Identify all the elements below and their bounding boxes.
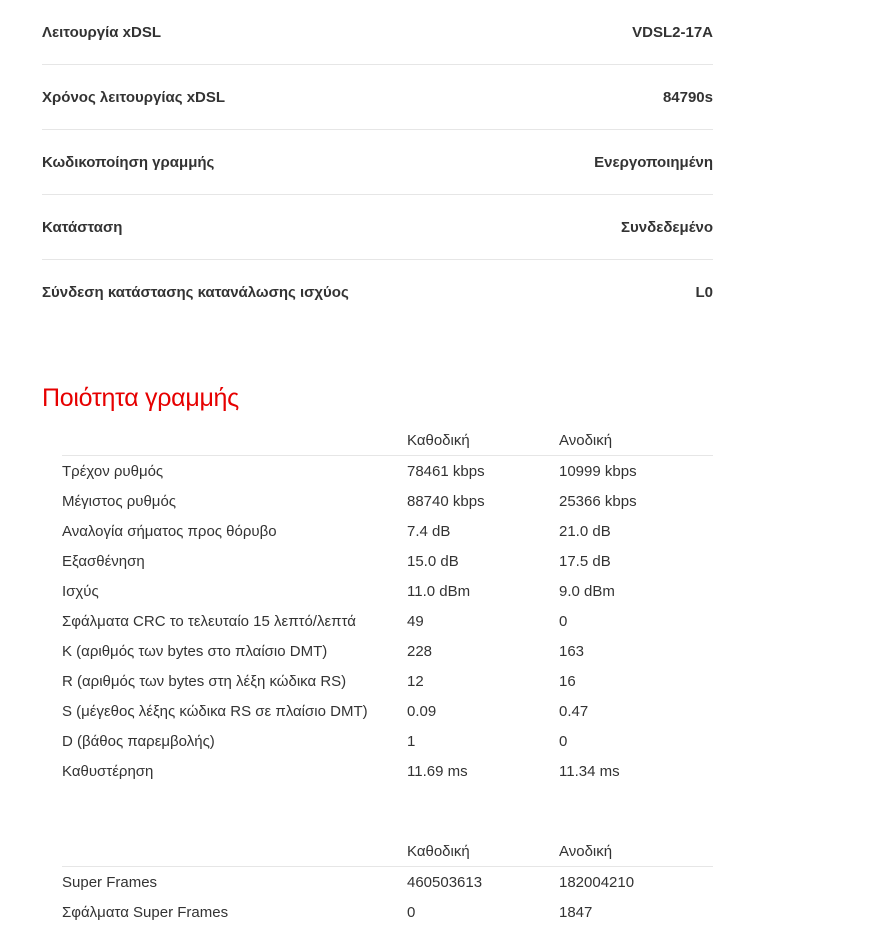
- table-row: [62, 636, 713, 666]
- row-label: Εξασθένηση: [62, 552, 145, 570]
- upstream-value: 9.0 dBm: [559, 582, 615, 600]
- table-row: [62, 756, 713, 786]
- status-value: Ενεργοποιημένη: [594, 153, 713, 171]
- table-row: [62, 867, 713, 897]
- upstream-value: 10999 kbps: [559, 462, 637, 480]
- row-label: R (αριθμός των bytes στη λέξη κώδικα RS): [62, 672, 347, 690]
- status-row-xdsl-mode: [42, 0, 713, 65]
- upstream-value: 0: [559, 732, 568, 750]
- upstream-value: 182004210: [559, 873, 635, 891]
- table-row: [62, 546, 713, 576]
- status-value: 84790s: [662, 88, 713, 106]
- xdsl-status-list: [42, 0, 713, 325]
- table-row: [62, 666, 713, 696]
- upstream-value: 16: [559, 672, 576, 690]
- table-header: [62, 836, 713, 867]
- header-upstream: Ανοδική: [559, 431, 613, 449]
- status-row-power-state: [42, 260, 713, 325]
- status-value: L0: [695, 284, 713, 301]
- row-label: Τρέχον ρυθμός: [62, 462, 164, 480]
- downstream-value: 11.0 dBm: [407, 582, 471, 600]
- downstream-value: 7.4 dB: [407, 522, 451, 540]
- line-quality-title: Ποιότητα γραμμής: [42, 384, 239, 412]
- downstream-value: 228: [407, 642, 433, 660]
- upstream-value: 0: [559, 612, 568, 630]
- row-label: Σφάλματα Super Frames: [62, 903, 229, 921]
- status-label: Σύνδεση κατάστασης κατανάλωσης ισχύος: [42, 284, 349, 301]
- header-downstream: Καθοδική: [407, 842, 470, 860]
- row-label: Super Frames: [62, 873, 158, 891]
- downstream-value: 0: [407, 903, 416, 921]
- row-label: K (αριθμός των bytes στο πλαίσιο DMT): [62, 642, 328, 660]
- status-value: Συνδεδεμένο: [621, 218, 713, 236]
- table-row: [62, 696, 713, 726]
- status-row-line-encoding: [42, 130, 713, 195]
- upstream-value: 1847: [559, 903, 593, 921]
- table-row: [62, 576, 713, 606]
- downstream-value: 88740 kbps: [407, 492, 485, 510]
- header-upstream: Ανοδική: [559, 842, 613, 860]
- status-row-xdsl-uptime: [42, 65, 713, 130]
- upstream-value: 17.5 dB: [559, 552, 611, 570]
- table-row: [62, 516, 713, 546]
- row-label: Ισχύς: [62, 582, 99, 600]
- downstream-value: 0.09: [407, 702, 437, 720]
- downstream-value: 1: [407, 732, 416, 750]
- downstream-value: 11.69 ms: [407, 762, 468, 780]
- row-label: Αναλογία σήματος προς θόρυβο: [62, 522, 277, 540]
- downstream-value: 15.0 dB: [407, 552, 459, 570]
- super-frames-table: [62, 836, 713, 927]
- downstream-value: 78461 kbps: [407, 462, 485, 480]
- upstream-value: 0.47: [559, 702, 589, 720]
- upstream-value: 25366 kbps: [559, 492, 637, 510]
- table-row: [62, 726, 713, 756]
- status-label: Κατάσταση: [42, 218, 123, 236]
- row-label: S (μέγεθος λέξης κώδικα RS σε πλαίσιο DMT): [62, 702, 368, 720]
- table-row: [62, 606, 713, 636]
- downstream-value: 460503613: [407, 873, 483, 891]
- status-label: Κωδικοποίηση γραμμής: [42, 153, 215, 171]
- header-downstream: Καθοδική: [407, 431, 470, 449]
- downstream-value: 49: [407, 612, 424, 630]
- table-row: [62, 456, 713, 486]
- upstream-value: 21.0 dB: [559, 522, 611, 540]
- upstream-value: 163: [559, 642, 585, 660]
- row-label: Καθυστέρηση: [62, 762, 154, 780]
- table-header: [62, 425, 713, 456]
- upstream-value: 11.34 ms: [559, 762, 620, 780]
- status-label: Χρόνος λειτουργίας xDSL: [42, 88, 226, 106]
- line-quality-table: [62, 425, 713, 786]
- table-row: [62, 897, 713, 927]
- row-label: Μέγιστος ρυθμός: [62, 492, 177, 510]
- row-label: Σφάλματα CRC το τελευταίο 15 λεπτό/λεπτά: [62, 612, 356, 630]
- status-value: VDSL2-17A: [632, 23, 713, 41]
- downstream-value: 12: [407, 672, 424, 690]
- status-row-state: [42, 195, 713, 260]
- status-label: Λειτουργία xDSL: [42, 23, 161, 41]
- row-label: D (βάθος παρεμβολής): [62, 732, 215, 750]
- table-row: [62, 486, 713, 516]
